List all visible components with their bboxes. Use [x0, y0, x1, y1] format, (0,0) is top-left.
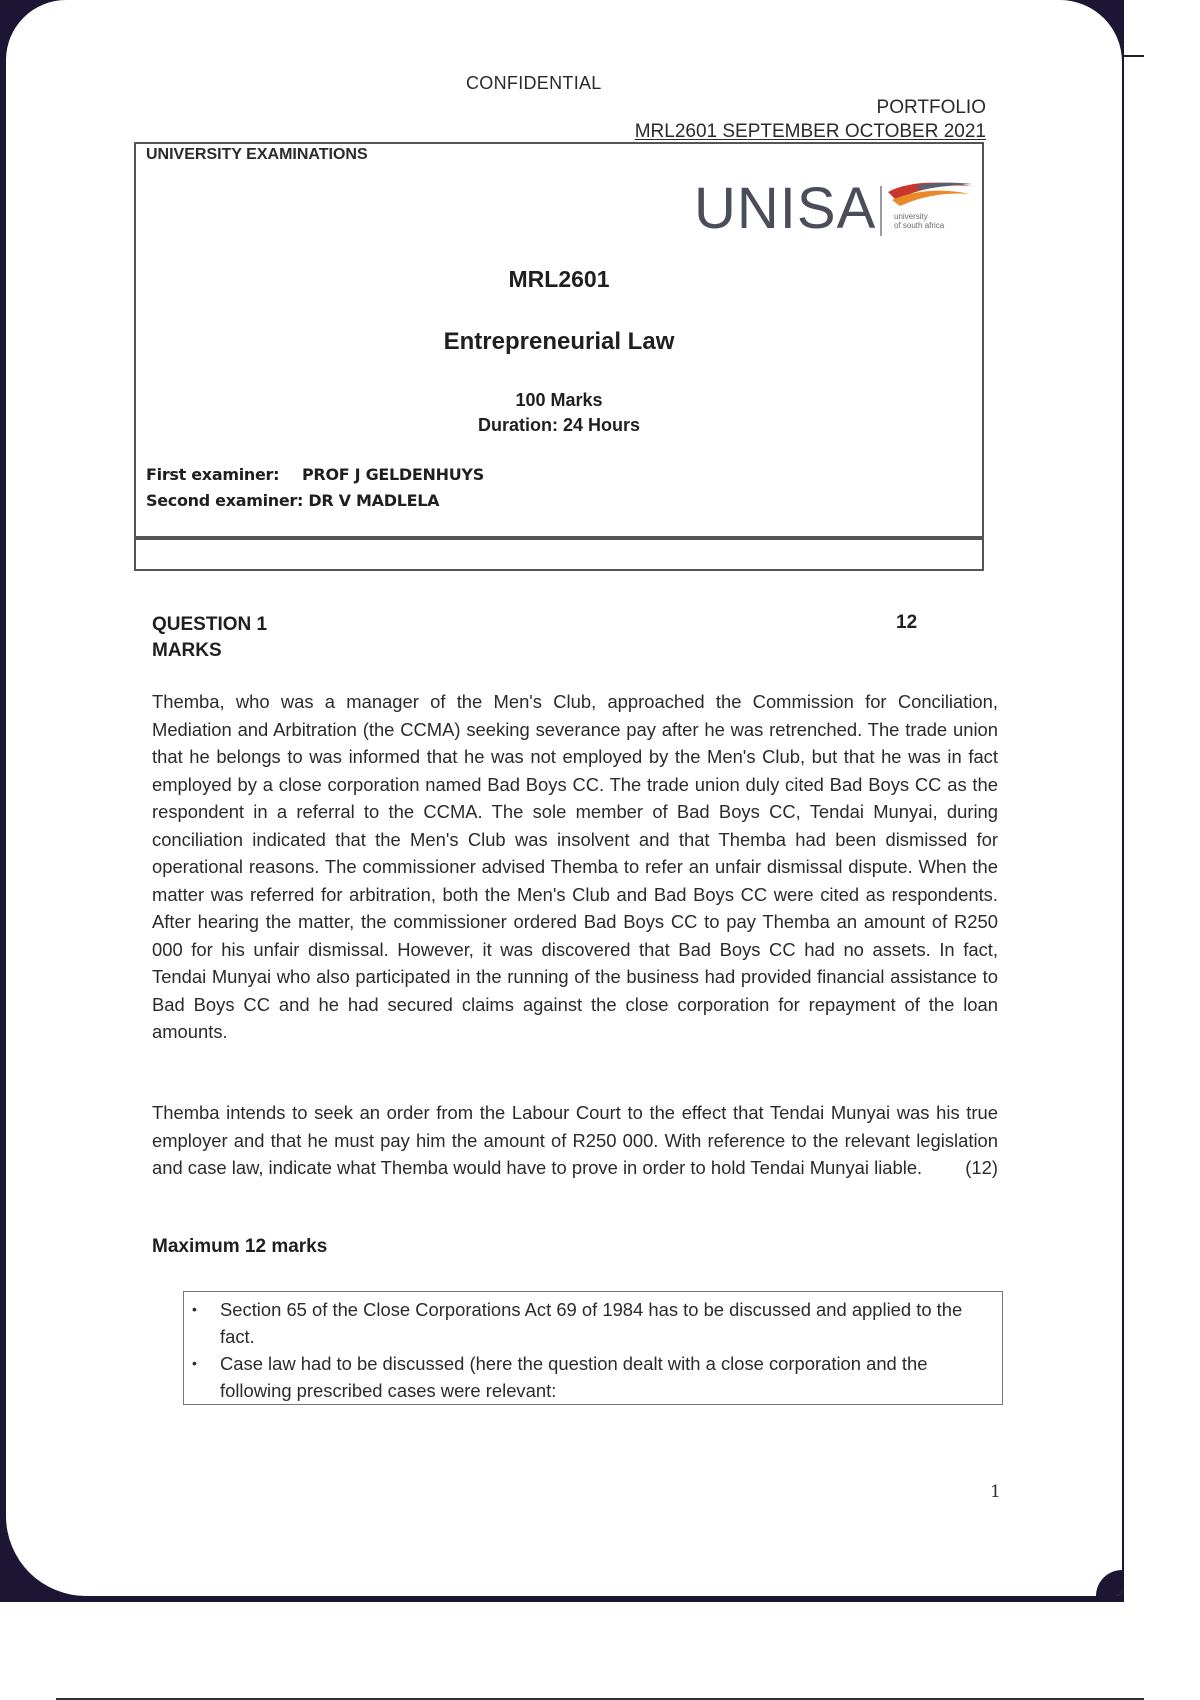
- question-paragraph-2-marks: (12): [965, 1157, 998, 1178]
- memo-point: • Section 65 of the Close Corporations Act 69 of 1984 has to be discussed and applied to the fact.: [220, 1296, 994, 1350]
- marks-and-duration: [136, 388, 982, 438]
- first-examiner-label: First examiner:: [146, 465, 280, 484]
- second-examiner-name: DR V MADLELA: [308, 491, 440, 510]
- examiners: [146, 462, 484, 514]
- question-paragraph-1: Themba, who was a manager of the Men's Club, approached the Commission for Conciliation, Mediation and Arbitration (the CCMA) seeking severance pay after he was retrenched. The trade union that he belongs to was informed that he was not employed by the Men's Club, but that he was in fact employed by a close corporation named Bad Boys CC. The trade union duly cited Bad Boys CC as the respondent in a referral to the CCMA. The sole member of Bad Boys CC, Tendai Munyai, during conciliation indicated that the Men's Club was insolvent and that Themba had been dismissed for operational reasons. The commissioner advised Themba to refer an unfair dismissal dispute. When the matter was referred for arbitration, both the Men's Club and Bad Boys CC were cited as respondents. After hearing the matter, the commissioner ordered Bad Boys CC to pay Themba an amount of R250 000 for his unfair dismissal. However, it was discovered that Bad Boys CC had no assets. In fact, Tendai Munyai who also participated in the running of the business had provided financial assistance to Bad Boys CC and he had secured claims against the close corporation for repayment of the loan amounts.: [152, 691, 998, 1042]
- memo-point: • Case law had to be discussed (here the question dealt with a close corporation and the following prescribed cases were relevant:: [220, 1350, 994, 1404]
- question-number: QUESTION 1: [152, 614, 268, 635]
- document-page: [6, 0, 1122, 1596]
- unisa-logo: [694, 178, 974, 240]
- course-session-label: MRL2601 SEPTEMBER OCTOBER 2021: [634, 121, 986, 142]
- first-examiner-row: [146, 462, 484, 488]
- first-examiner-name: PROF J GELDENHUYS: [302, 465, 484, 484]
- second-examiner-row: [146, 488, 484, 514]
- cover-box: [134, 142, 984, 540]
- confidential-label: CONFIDENTIAL: [466, 73, 602, 93]
- university-examinations-label: UNIVERSITY EXAMINATIONS: [146, 146, 368, 163]
- question-paragraph-2-text: Themba intends to seek an order from the Labour Court to the effect that Tendai Munyai was his true employer and that he must pay him the amount of R250 000. With reference to the relevant legislation and case law, indicate what Themba would have to prove in order to hold Tendai Munyai liable.: [152, 1102, 998, 1178]
- second-examiner-label: Second examiner:: [146, 491, 304, 510]
- memo-list: [184, 1292, 1002, 1404]
- unisa-swoosh-icon: [886, 178, 974, 208]
- memo-box: [183, 1291, 1003, 1405]
- portfolio-label: PORTFOLIO: [876, 97, 986, 118]
- exam-duration: Duration: 24 Hours: [477, 415, 641, 435]
- marks-label: MARKS: [152, 640, 222, 661]
- question-heading: [152, 612, 267, 664]
- maximum-marks: Maximum 12 marks: [152, 1236, 328, 1257]
- page-number: 1: [990, 1482, 1001, 1502]
- question-marks-value: 12: [896, 612, 918, 633]
- course-title: Entrepreneurial Law: [443, 328, 675, 355]
- total-marks: 100 Marks: [515, 390, 603, 410]
- cover-box-footer: [134, 536, 984, 571]
- unisa-tagline-line1: university: [894, 212, 928, 221]
- course-code: MRL2601: [508, 266, 610, 292]
- unisa-logo-word: UNISA: [694, 176, 877, 241]
- unisa-logo-divider: [880, 186, 882, 236]
- page-corner-shadow: [1096, 1570, 1122, 1596]
- unisa-tagline-line2: of south africa: [894, 221, 945, 230]
- unisa-logo-tagline: [894, 212, 974, 230]
- edge-dash-mark: [1124, 55, 1144, 57]
- question-paragraph-2: [152, 1099, 998, 1182]
